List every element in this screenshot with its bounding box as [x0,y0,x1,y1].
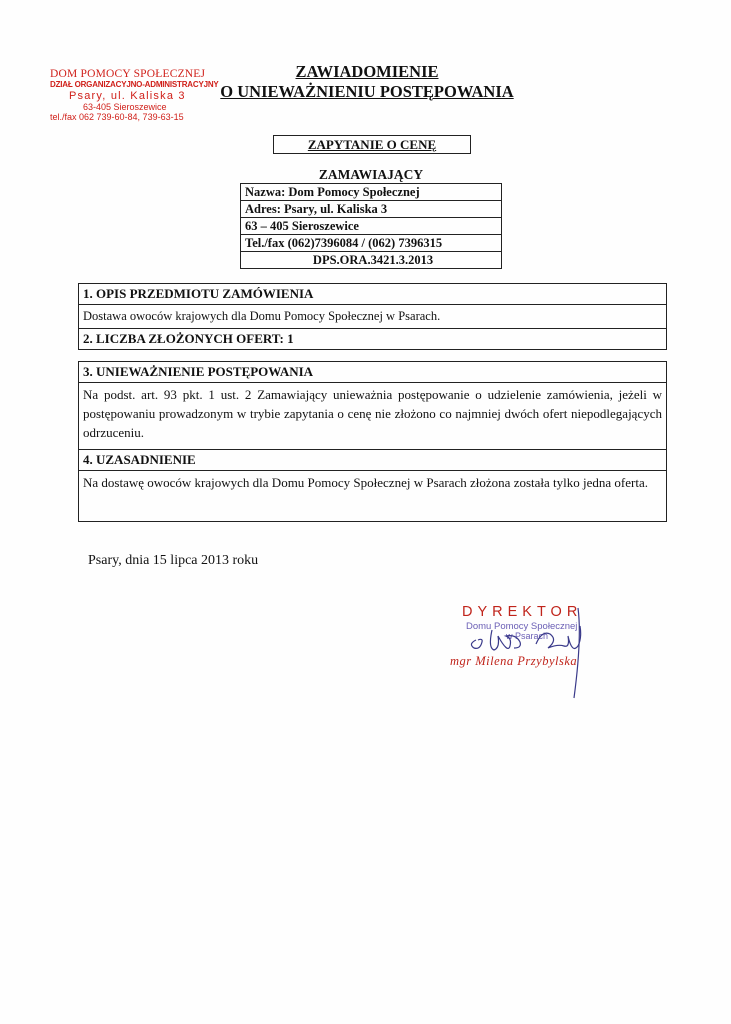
contracting-authority-table [240,183,502,269]
sender-stamp [50,68,219,122]
procedure-type-label: ZAPYTANIE O CENĘ [307,137,437,152]
authority-phone: Tel./fax (062)7396084 / (062) 7396315 [241,235,502,252]
section-4-heading: 4. UZASADNIENIE [79,450,666,471]
contracting-authority-label: ZAMAWIAJĄCY [318,167,424,182]
signature-name: mgr Milena Przybylska [450,654,578,668]
section-2-heading: 2. LICZBA ZŁOŻONYCH OFERT: 1 [83,331,294,346]
stamp-phone: tel./fax 062 739-60-84, 739-63-15 [50,112,184,123]
procedure-type-box [273,135,471,154]
authority-address: Adres: Psary, ul. Kaliska 3 [241,201,502,218]
section-3-4 [78,361,667,522]
stamp-street: Psary, ul. Kaliska 3 [69,89,186,102]
section-1-body: Dostawa owoców krajowych dla Domu Pomocy Społecznej w Psarach. [79,305,666,329]
signature-org: Domu Pomocy Społecznej [466,621,578,632]
handwritten-signature [440,600,620,710]
document-title [207,62,527,102]
signature-title: DYREKTOR [462,604,583,620]
authority-postcode: 63 – 405 Sieroszewice [241,218,502,235]
stamp-postcode: 63-405 Sieroszewice [83,102,167,113]
signature-place: w Psarach [506,631,549,641]
section-3-body: Na podst. art. 93 pkt. 1 ust. 2 Zamawiający unieważnia postępowanie o udzielenie zamówienia, jeżeli w postępowaniu prowadzonym w trybie zapytania o cenę nie złożono co najmniej dwóch ofert niepodlegających odrzuceniu. [79,383,666,450]
authority-name: Nazwa: Dom Pomocy Społecznej [241,184,502,201]
section-3-heading: 3. UNIEWAŻNIENIE POSTĘPOWANIA [79,362,666,383]
section-1-2 [78,283,667,350]
section-1-heading: 1. OPIS PRZEDMIOTU ZAMÓWIENIA [79,284,666,305]
section-4-body: Na dostawę owoców krajowych dla Domu Pomocy Społecznej w Psarach złożona została tylko jedna oferta. [83,475,648,490]
stamp-org-name: DOM POMOCY SPOŁECZNEJ [50,68,206,80]
reference-number: DPS.ORA.3421.3.2013 [241,252,502,269]
stamp-department: DZIAŁ ORGANIZACYJNO-ADMINISTRACYJNY [50,79,219,89]
place-and-date: Psary, dnia 15 lipca 2013 roku [88,553,259,568]
title-line-1: ZAWIADOMIENIE [295,62,439,81]
title-line-2: O UNIEWAŻNIENIU POSTĘPOWANIA [220,82,514,101]
signature-block [440,600,620,710]
